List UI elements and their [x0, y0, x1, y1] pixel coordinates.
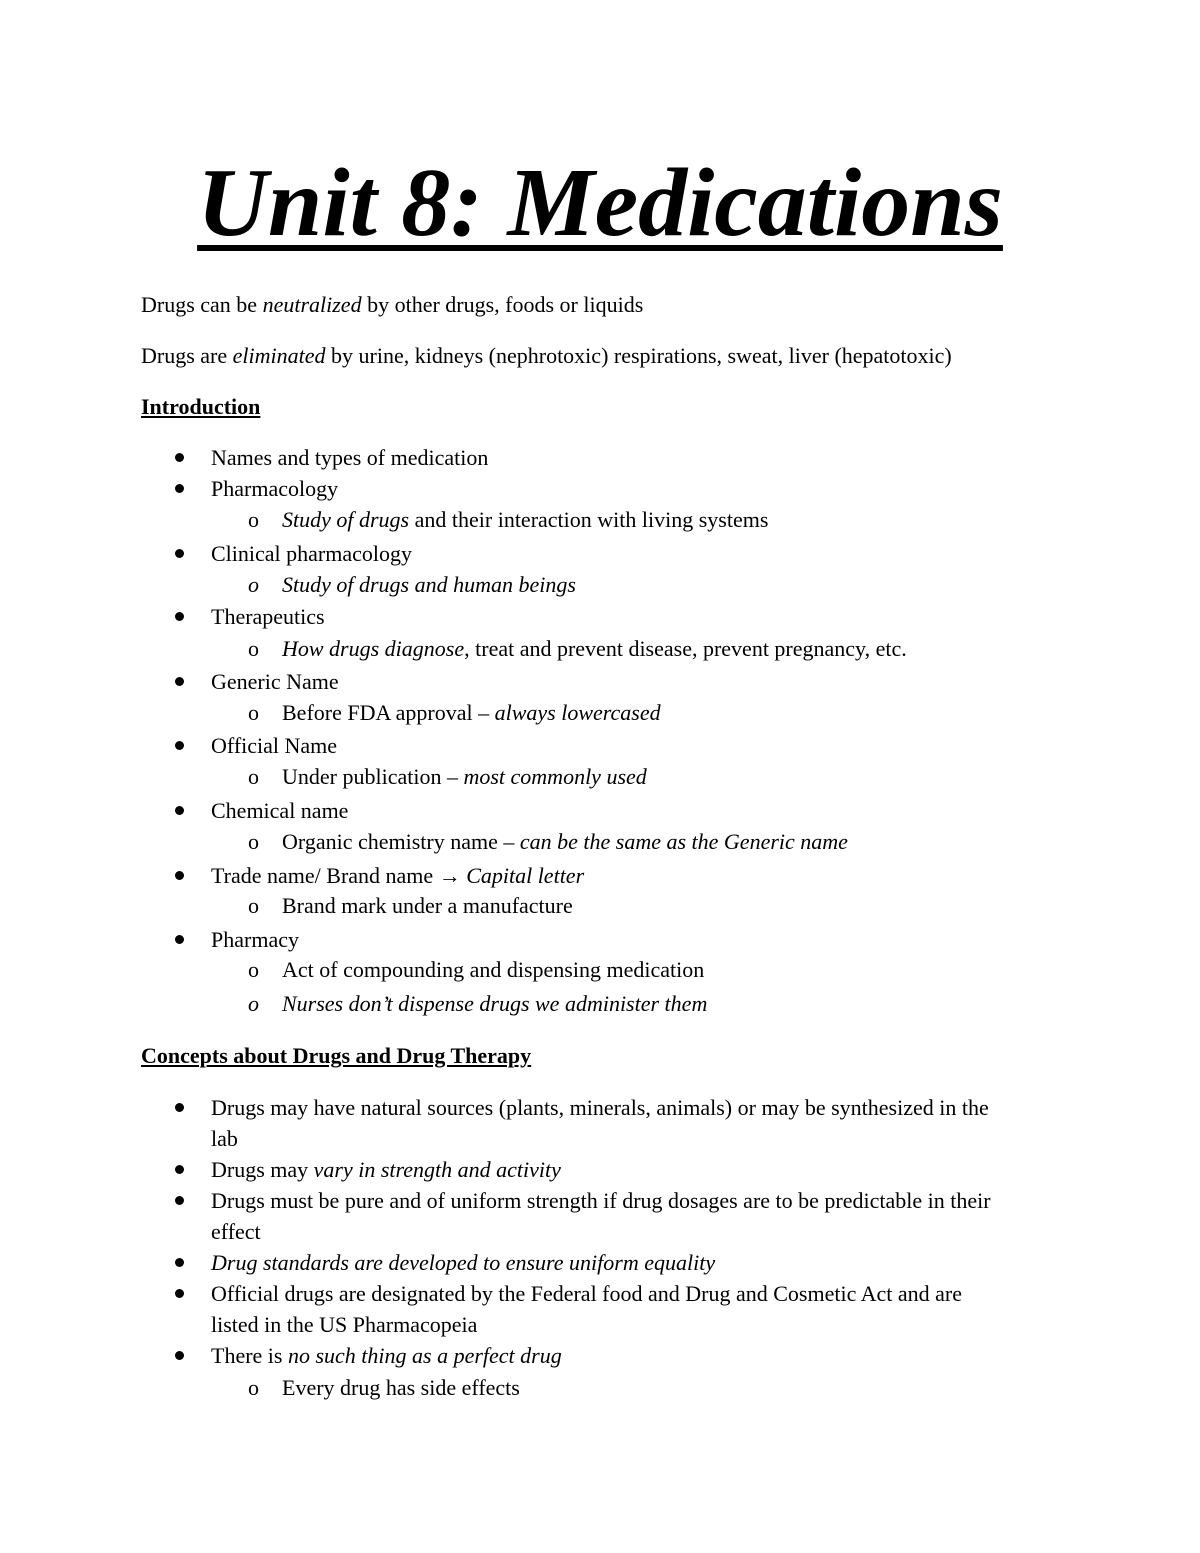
- sub-list-item: o Act of compounding and dispensing medication: [248, 957, 705, 982]
- list-item: Generic Name: [211, 666, 1071, 697]
- list-item: Official drugs are designated by the Federal food and Drug and Cosmetic Act and are listed in the US Pharmacopeia: [211, 1278, 1071, 1340]
- sub-bullet-marker: o: [248, 893, 259, 918]
- sub-list-item: o How drugs diagnose, treat and prevent disease, prevent pregnancy, etc.: [248, 636, 907, 661]
- sub-bullet-marker: o: [248, 1375, 259, 1400]
- right-arrow-icon: →: [438, 863, 461, 888]
- sub-list-item: o Study of drugs and their interaction with living systems: [248, 507, 769, 532]
- intro-text: Drugs are: [141, 343, 233, 368]
- intro-text: by urine, kidneys (nephrotoxic) respirations, sweat, liver (hepatotoxic): [325, 343, 952, 368]
- list-item: Names and types of medication: [211, 442, 1071, 473]
- sub-list-item: o Every drug has side effects: [248, 1375, 520, 1400]
- list-item: Therapeutics: [211, 601, 1071, 632]
- section-heading-introduction: Introduction: [141, 394, 261, 419]
- sub-bullet-marker: o: [248, 991, 259, 1016]
- sub-list-item: o Organic chemistry name – can be the same as the Generic name: [248, 829, 848, 854]
- list-item: Pharmacology: [211, 473, 1071, 504]
- sub-list-item: o Under publication – most commonly used: [248, 764, 647, 789]
- intro-text: by other drugs, foods or liquids: [361, 292, 644, 317]
- sub-bullet-marker: o: [248, 572, 259, 597]
- list-item: Drugs may have natural sources (plants, minerals, animals) or may be synthesized in the lab: [211, 1092, 1071, 1154]
- sub-bullet-marker: o: [248, 507, 259, 532]
- intro-emphasis: eliminated: [232, 343, 326, 368]
- list-item: Drugs may vary in strength and activity: [211, 1154, 1071, 1185]
- intro-line: [141, 291, 643, 319]
- sub-list-item: o Before FDA approval – always lowercased: [248, 700, 661, 725]
- page-title: Unit 8: Medications: [197, 149, 1003, 257]
- list-item: Pharmacy: [211, 924, 1071, 955]
- sub-bullet-marker: o: [248, 829, 259, 854]
- list-item: There is no such thing as a perfect drug: [211, 1340, 1071, 1371]
- list-item: Official Name: [211, 730, 1071, 761]
- list-item: Trade name/ Brand name → Capital letter: [211, 860, 1071, 891]
- sub-list-item: o Brand mark under a manufacture: [248, 893, 573, 918]
- list-item: Clinical pharmacology: [211, 538, 1071, 569]
- list-item: Chemical name: [211, 795, 1071, 826]
- sub-list-item: o Nurses don’t dispense drugs we administer them: [248, 991, 708, 1016]
- section-heading-concepts: Concepts about Drugs and Drug Therapy: [141, 1043, 532, 1068]
- intro-text: Drugs can be: [141, 292, 263, 317]
- intro-emphasis: neutralized: [262, 292, 362, 317]
- sub-bullet-marker: o: [248, 957, 259, 982]
- sub-bullet-marker: o: [248, 636, 259, 661]
- list-item: Drugs must be pure and of uniform strength if drug dosages are to be predictable in their effect: [211, 1185, 1071, 1247]
- sub-bullet-marker: o: [248, 700, 259, 725]
- intro-line: [141, 342, 952, 370]
- sub-bullet-marker: o: [248, 764, 259, 789]
- list-item: Drug standards are developed to ensure uniform equality: [211, 1247, 1071, 1278]
- sub-list-item: o Study of drugs and human beings: [248, 572, 576, 597]
